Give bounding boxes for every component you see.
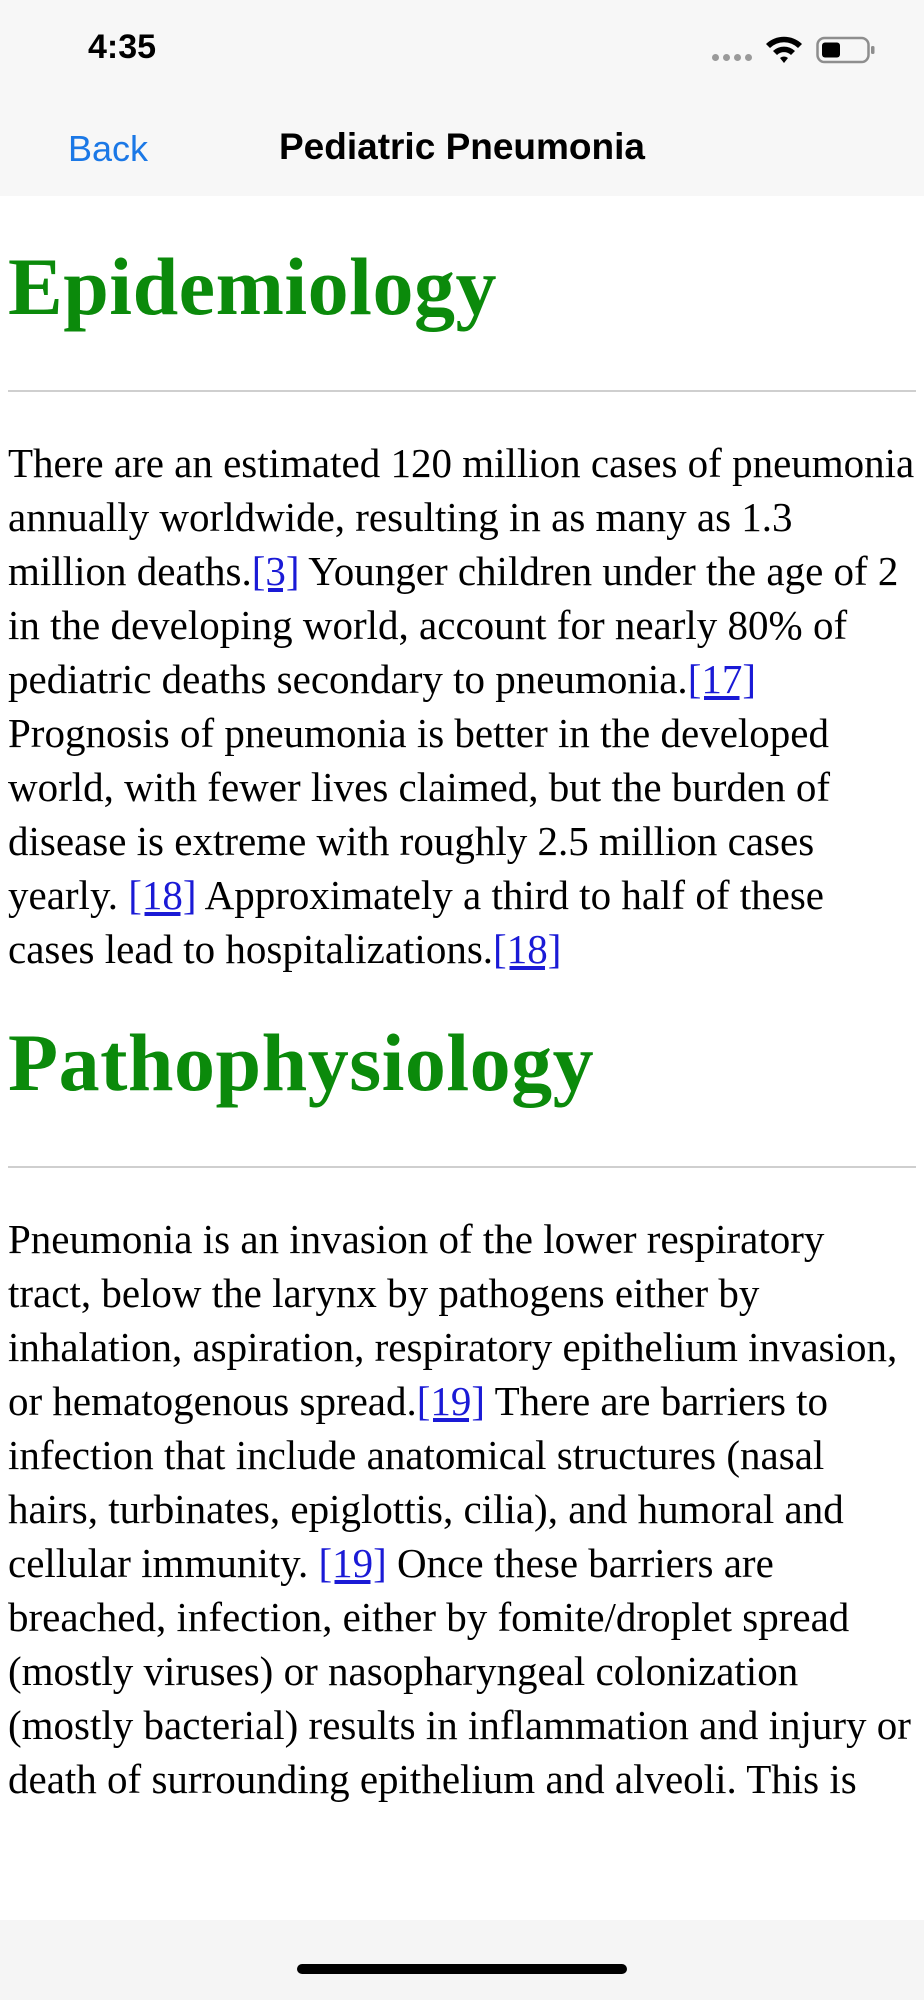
section-divider	[8, 390, 916, 392]
navigation-bar	[0, 98, 924, 196]
paragraph-text: Pneumonia is an invasion of the lower respiratory tract, below the larynx by pathogens either by inhalation, aspiration, respiratory epithelium invasion, or hematogenous spread.	[8, 1216, 898, 1424]
paragraph-text: There are barriers to infection that include anatomical structures (nasal hairs, turbinates, epiglottis, cilia), and humoral and cellular immunity.	[8, 1378, 844, 1586]
article-view[interactable]	[0, 196, 924, 1920]
citation-link-19[interactable]: [19]	[416, 1378, 486, 1424]
status-time: 4:35	[88, 28, 157, 66]
citation-link-18[interactable]: [18]	[128, 872, 197, 918]
cellular-signal-icon	[712, 54, 754, 62]
status-bar	[0, 0, 924, 98]
paragraph-text: There are an estimated 120 million cases of pneumonia annually worldwide, resulting in as many as 1.3 million deaths.	[8, 440, 915, 594]
citation-link-17[interactable]: [17]	[687, 656, 756, 702]
back-button[interactable]: Back	[68, 128, 149, 169]
article	[0, 196, 924, 1806]
battery-icon	[816, 36, 876, 64]
page-title: Pediatric Pneumonia	[279, 126, 645, 167]
paragraph-text: Younger children under the age of 2 in the developing world, account for nearly 80% of pediatric deaths secondary to pneumonia.	[8, 548, 899, 702]
section-heading-pathophysiology: Pathophysiology	[8, 1017, 595, 1108]
wifi-icon	[764, 34, 804, 64]
section-paragraph-epidemiology	[8, 436, 916, 976]
citation-link-3[interactable]: [3]	[251, 548, 300, 594]
home-indicator-area	[0, 1920, 924, 2000]
section-paragraph-pathophysiology	[8, 1212, 916, 1806]
paragraph-text: Approximately a third to half of these cases lead to hospitalizations.	[8, 872, 824, 972]
home-indicator[interactable]	[297, 1964, 627, 1974]
paragraph-text: Once these barriers are breached, infection, either by fomite/droplet spread (mostly viruses) or nasopharyngeal colonization (mostly bacterial) results in inflammation and injury or death of surrounding epithelium and alveoli. This is	[8, 1540, 911, 1802]
citation-link-18[interactable]: [18]	[493, 926, 562, 972]
section-heading-epidemiology: Epidemiology	[8, 241, 497, 332]
citation-link-19[interactable]: [19]	[318, 1540, 387, 1586]
paragraph-text: Prognosis of pneumonia is better in the developed world, with fewer lives claimed, but the burden of disease is extreme with roughly 2.5 million cases yearly.	[8, 710, 831, 918]
section-divider	[8, 1166, 916, 1168]
